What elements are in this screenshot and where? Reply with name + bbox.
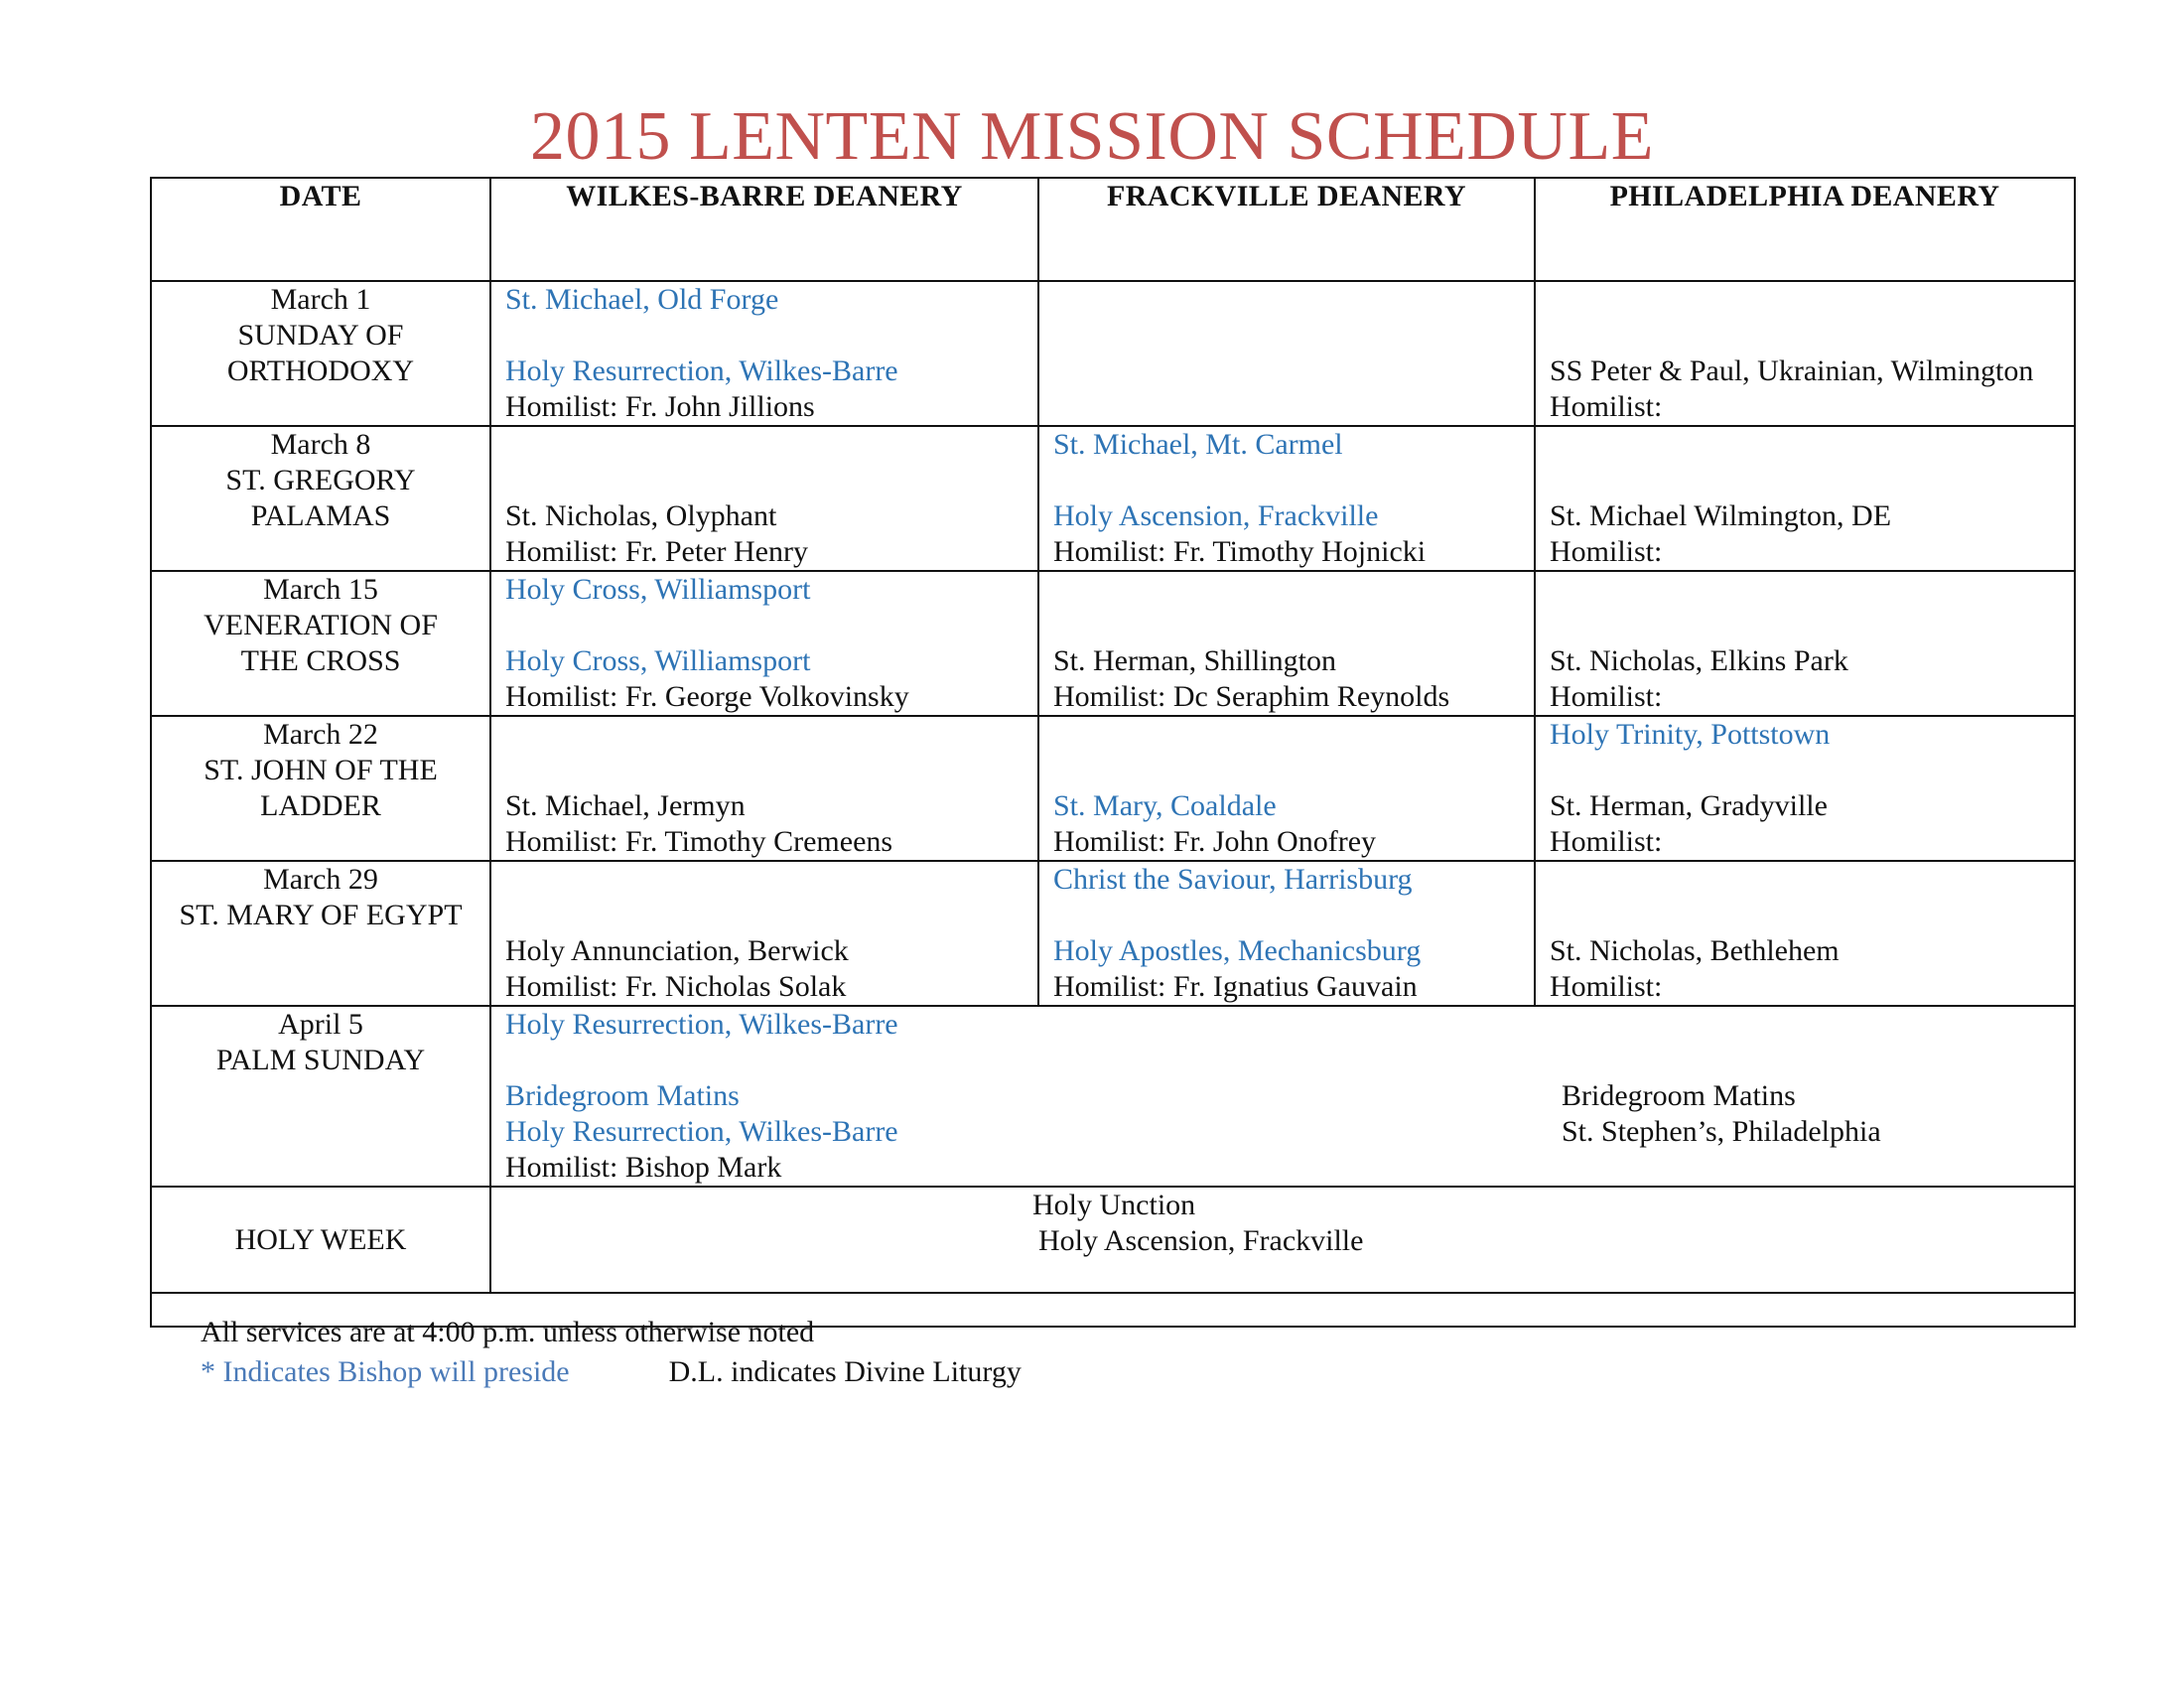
palm-sunday-philadelphia bbox=[1562, 1007, 2060, 1186]
date-line: March 22 bbox=[263, 718, 378, 751]
homilist: Homilist: Fr. John Onofrey bbox=[1053, 825, 1377, 858]
frackville-cell bbox=[1038, 861, 1535, 1006]
schedule-table bbox=[150, 177, 2076, 1328]
bishop-parish: Holy Resurrection, Wilkes-Barre bbox=[505, 1008, 898, 1041]
philadelphia-cell bbox=[1535, 716, 2075, 861]
homilist: Homilist: Fr. George Volkovinsky bbox=[505, 680, 909, 713]
homilist: Homilist: Fr. Timothy Cremeens bbox=[505, 825, 893, 858]
frackville-cell bbox=[1038, 716, 1535, 861]
date-line: VENERATION OF bbox=[204, 609, 438, 641]
service-name: Bridegroom Matins bbox=[1562, 1079, 1796, 1112]
date-line: March 8 bbox=[270, 428, 371, 461]
table-row bbox=[151, 861, 2075, 1006]
parish-name: St. Nicholas, Olyphant bbox=[505, 499, 777, 532]
homilist: Homilist: Fr. Timothy Hojnicki bbox=[1053, 535, 1427, 568]
parish-name: St. Mary, Coaldale bbox=[1053, 789, 1277, 822]
table-row bbox=[151, 571, 2075, 716]
date-line: April 5 bbox=[278, 1008, 363, 1041]
parish-name: Holy Annunciation, Berwick bbox=[505, 934, 849, 967]
date-line: LADDER bbox=[260, 789, 381, 822]
date-cell bbox=[151, 281, 490, 426]
wilkes-barre-cell bbox=[490, 571, 1038, 716]
wilkes-barre-cell bbox=[490, 426, 1038, 571]
homilist: Homilist: Fr. Peter Henry bbox=[505, 535, 808, 568]
date-line: SUNDAY OF bbox=[237, 319, 404, 352]
divine-liturgy-legend: D.L. indicates Divine Liturgy bbox=[668, 1355, 1022, 1388]
homilist: Homilist: bbox=[1550, 390, 1663, 423]
parish-name: Holy Resurrection, Wilkes-Barre bbox=[505, 354, 898, 387]
table-row-palm-sunday bbox=[151, 1006, 2075, 1187]
services-time-note: All services are at 4:00 p.m. unless otherwise noted bbox=[201, 1316, 815, 1348]
header-date: DATE bbox=[151, 178, 490, 281]
date-line: March 1 bbox=[270, 283, 371, 316]
table-row-holy-week bbox=[151, 1187, 2075, 1293]
legend-line bbox=[201, 1352, 1022, 1392]
parish-name: Holy Ascension, Frackville bbox=[1038, 1224, 1364, 1257]
parish-name: Holy Ascension, Frackville bbox=[1053, 499, 1379, 532]
parish-name: Holy Resurrection, Wilkes-Barre bbox=[505, 1115, 898, 1148]
wilkes-barre-cell bbox=[490, 281, 1038, 426]
header-wilkes-barre: WILKES-BARRE DEANERY bbox=[490, 178, 1038, 281]
parish-name: St. Michael Wilmington, DE bbox=[1550, 499, 1892, 532]
date-line: PALAMAS bbox=[250, 499, 391, 532]
service-name: Holy Unction bbox=[1032, 1189, 1196, 1221]
parish-name: St. Nicholas, Elkins Park bbox=[1550, 644, 1848, 677]
parish-name: St. Herman, Shillington bbox=[1053, 644, 1336, 677]
homilist: Homilist: Fr. Nicholas Solak bbox=[505, 970, 847, 1003]
table-row bbox=[151, 716, 2075, 861]
holy-week-service bbox=[490, 1187, 2075, 1293]
parish-name: St. Stephen’s, Philadelphia bbox=[1562, 1115, 1881, 1148]
header-philadelphia: PHILADELPHIA DEANERY bbox=[1535, 178, 2075, 281]
date-line: PALM SUNDAY bbox=[215, 1044, 426, 1076]
philadelphia-cell bbox=[1535, 861, 2075, 1006]
frackville-cell bbox=[1038, 571, 1535, 716]
date-line: ORTHODOXY bbox=[226, 354, 415, 387]
palm-sunday-wilkes-barre bbox=[505, 1007, 898, 1186]
bishop-parish: Holy Cross, Williamsport bbox=[505, 573, 811, 606]
service-name: Bridegroom Matins bbox=[505, 1079, 740, 1112]
homilist: Homilist: bbox=[1550, 825, 1663, 858]
homilist: Homilist: bbox=[1550, 970, 1663, 1003]
frackville-cell bbox=[1038, 426, 1535, 571]
bishop-parish: Christ the Saviour, Harrisburg bbox=[1053, 863, 1413, 896]
parish-name: St. Herman, Gradyville bbox=[1550, 789, 1828, 822]
bishop-parish: St. Michael, Mt. Carmel bbox=[1053, 428, 1343, 461]
date-cell bbox=[151, 861, 490, 1006]
bishop-parish: St. Michael, Old Forge bbox=[505, 283, 779, 316]
bishop-legend: * Indicates Bishop will preside bbox=[201, 1355, 570, 1388]
page-title: 2015 LENTEN MISSION SCHEDULE bbox=[529, 98, 1655, 175]
homilist: Homilist: Fr. John Jillions bbox=[505, 390, 815, 423]
table-row bbox=[151, 281, 2075, 426]
homilist: Homilist: Dc Seraphim Reynolds bbox=[1053, 680, 1450, 713]
philadelphia-cell bbox=[1535, 571, 2075, 716]
date-line: March 29 bbox=[263, 863, 378, 896]
date-cell bbox=[151, 426, 490, 571]
date-line: ST. GREGORY bbox=[225, 464, 416, 496]
wilkes-barre-cell bbox=[490, 861, 1038, 1006]
frackville-cell bbox=[1038, 281, 1535, 426]
date-cell bbox=[151, 571, 490, 716]
date-line: ST. MARY OF EGYPT bbox=[179, 899, 463, 931]
parish-name: Holy Apostles, Mechanicsburg bbox=[1053, 934, 1422, 967]
homilist: Homilist: bbox=[1550, 680, 1663, 713]
header-row bbox=[151, 178, 2075, 281]
bishop-parish: Holy Trinity, Pottstown bbox=[1550, 718, 1831, 751]
palm-sunday-services bbox=[490, 1006, 2075, 1187]
parish-name: SS Peter & Paul, Ukrainian, Wilmington bbox=[1550, 354, 2034, 387]
parish-name: St. Michael, Jermyn bbox=[505, 789, 746, 822]
parish-name: St. Nicholas, Bethlehem bbox=[1550, 934, 1840, 967]
header-frackville: FRACKVILLE DEANERY bbox=[1038, 178, 1535, 281]
date-line: March 15 bbox=[263, 573, 378, 606]
table-row bbox=[151, 426, 2075, 571]
philadelphia-cell bbox=[1535, 281, 2075, 426]
date-line: THE CROSS bbox=[240, 644, 401, 677]
date-cell bbox=[151, 716, 490, 861]
wilkes-barre-cell bbox=[490, 716, 1038, 861]
parish-name: Holy Cross, Williamsport bbox=[505, 644, 811, 677]
homilist: Homilist: bbox=[1550, 535, 1663, 568]
homilist: Homilist: Bishop Mark bbox=[505, 1151, 782, 1184]
footer-notes bbox=[201, 1313, 1022, 1392]
date-cell bbox=[151, 1006, 490, 1187]
date-cell: HOLY WEEK bbox=[151, 1187, 490, 1293]
homilist: Homilist: Fr. Ignatius Gauvain bbox=[1053, 970, 1418, 1003]
philadelphia-cell bbox=[1535, 426, 2075, 571]
date-line: ST. JOHN OF THE bbox=[204, 754, 438, 786]
